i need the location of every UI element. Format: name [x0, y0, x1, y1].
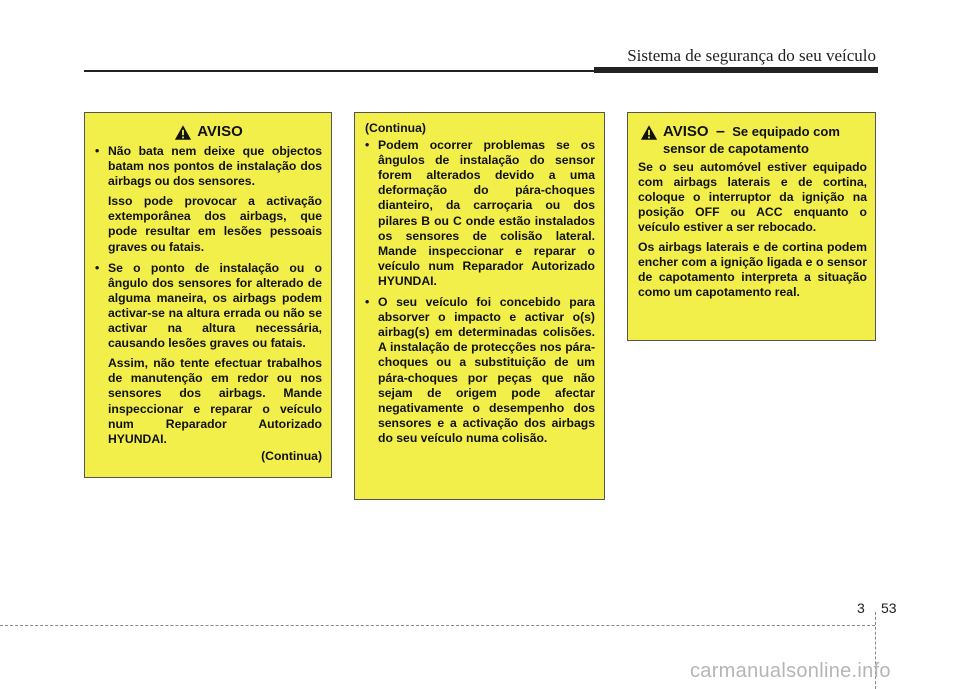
header-rule: [84, 70, 594, 72]
bullet: •: [365, 295, 370, 310]
paragraph: Se o seu automóvel estiver equipado com airbags laterais e de cortina, coloque o interruptor da ignição na posição OFF ou ACC enquanto o veículo estiver a ser rebocado.: [638, 160, 867, 235]
watermark: carmanualsonline.info: [690, 660, 891, 682]
bullet: •: [95, 260, 100, 275]
bullet-paragraph: Assim, não tente efectuar trabalhos de manutenção em redor ou nos sensores dos airbags. Mande inspeccionar e reparar o veículo num Reparador Autorizado HYUNDAI.: [108, 356, 322, 446]
footer-dashed-rule: [0, 625, 875, 626]
bullet-text: O seu veículo foi concebido para absorver o impacto e activar o(s) airbag(s) em determinadas colisões. A instalação de protecções nos pára-choques ou a substituição de um pára-choques por peças que não sejam de origem pode afectar negativamente o desempenho dos sensores e a activação dos airbags do seu veículo numa colisão.: [378, 295, 595, 445]
page-number: 53: [881, 600, 897, 616]
bullet-item: [365, 295, 595, 446]
warning-triangle-icon: [174, 124, 192, 141]
bullet-item: [95, 144, 322, 189]
bullet: •: [95, 144, 100, 158]
warning-box-right: [627, 112, 876, 341]
continua-label: (Continua): [261, 448, 322, 463]
warning-header: [95, 123, 322, 141]
warning-title: AVISO: [197, 123, 243, 140]
warning-header: [638, 123, 867, 157]
warning-subtitle: Se equipado com sensor de capotamento: [663, 124, 840, 156]
bullet-item: [365, 138, 595, 289]
bullet-text: Não bata nem deixe que objectos batam nos pontos de instalação dos airbags ou dos sensores.: [108, 144, 322, 189]
header-rule-thick: [594, 67, 878, 73]
bullet-item: [95, 261, 322, 352]
chapter-number: 3: [857, 600, 865, 616]
warning-title: AVISO: [663, 123, 709, 140]
warning-header-text: [663, 123, 867, 157]
warning-triangle-icon: [640, 124, 658, 141]
warning-box-left: [84, 112, 332, 478]
warning-dash: –: [715, 123, 725, 140]
page-header-title: Sistema de segurança do seu veículo: [627, 46, 876, 65]
bullet-text: Podem ocorrer problemas se os ângulos de instalação do sensor forem alterados devido a uma deformação do pára-choques dianteiro, da carroçaria ou dos pilares B ou C onde estão instalados os sensores de colisão lateral. Mande inspeccionar e reparar o veículo num Reparador Autorizado HYUNDAI.: [378, 138, 595, 288]
bullet: •: [365, 138, 370, 153]
bullet-paragraph: Isso pode provocar a activação extemporânea dos airbags, que pode resultar em lesões pessoais graves ou fatais.: [108, 194, 322, 254]
continua-label: (Continua): [365, 121, 426, 135]
bullet-text: Se o ponto de instalação ou o ângulo dos sensores for alterado de alguma maneira, os airbags podem activar-se na altura errada ou não se activar na altura necessária, causando lesões graves ou fatais.: [108, 260, 322, 351]
paragraph: Os airbags laterais e de cortina podem encher com a ignição ligada e o sensor de capotamento interpreta a situação como um capotamento real.: [638, 239, 867, 299]
warning-box-middle: [354, 112, 605, 500]
